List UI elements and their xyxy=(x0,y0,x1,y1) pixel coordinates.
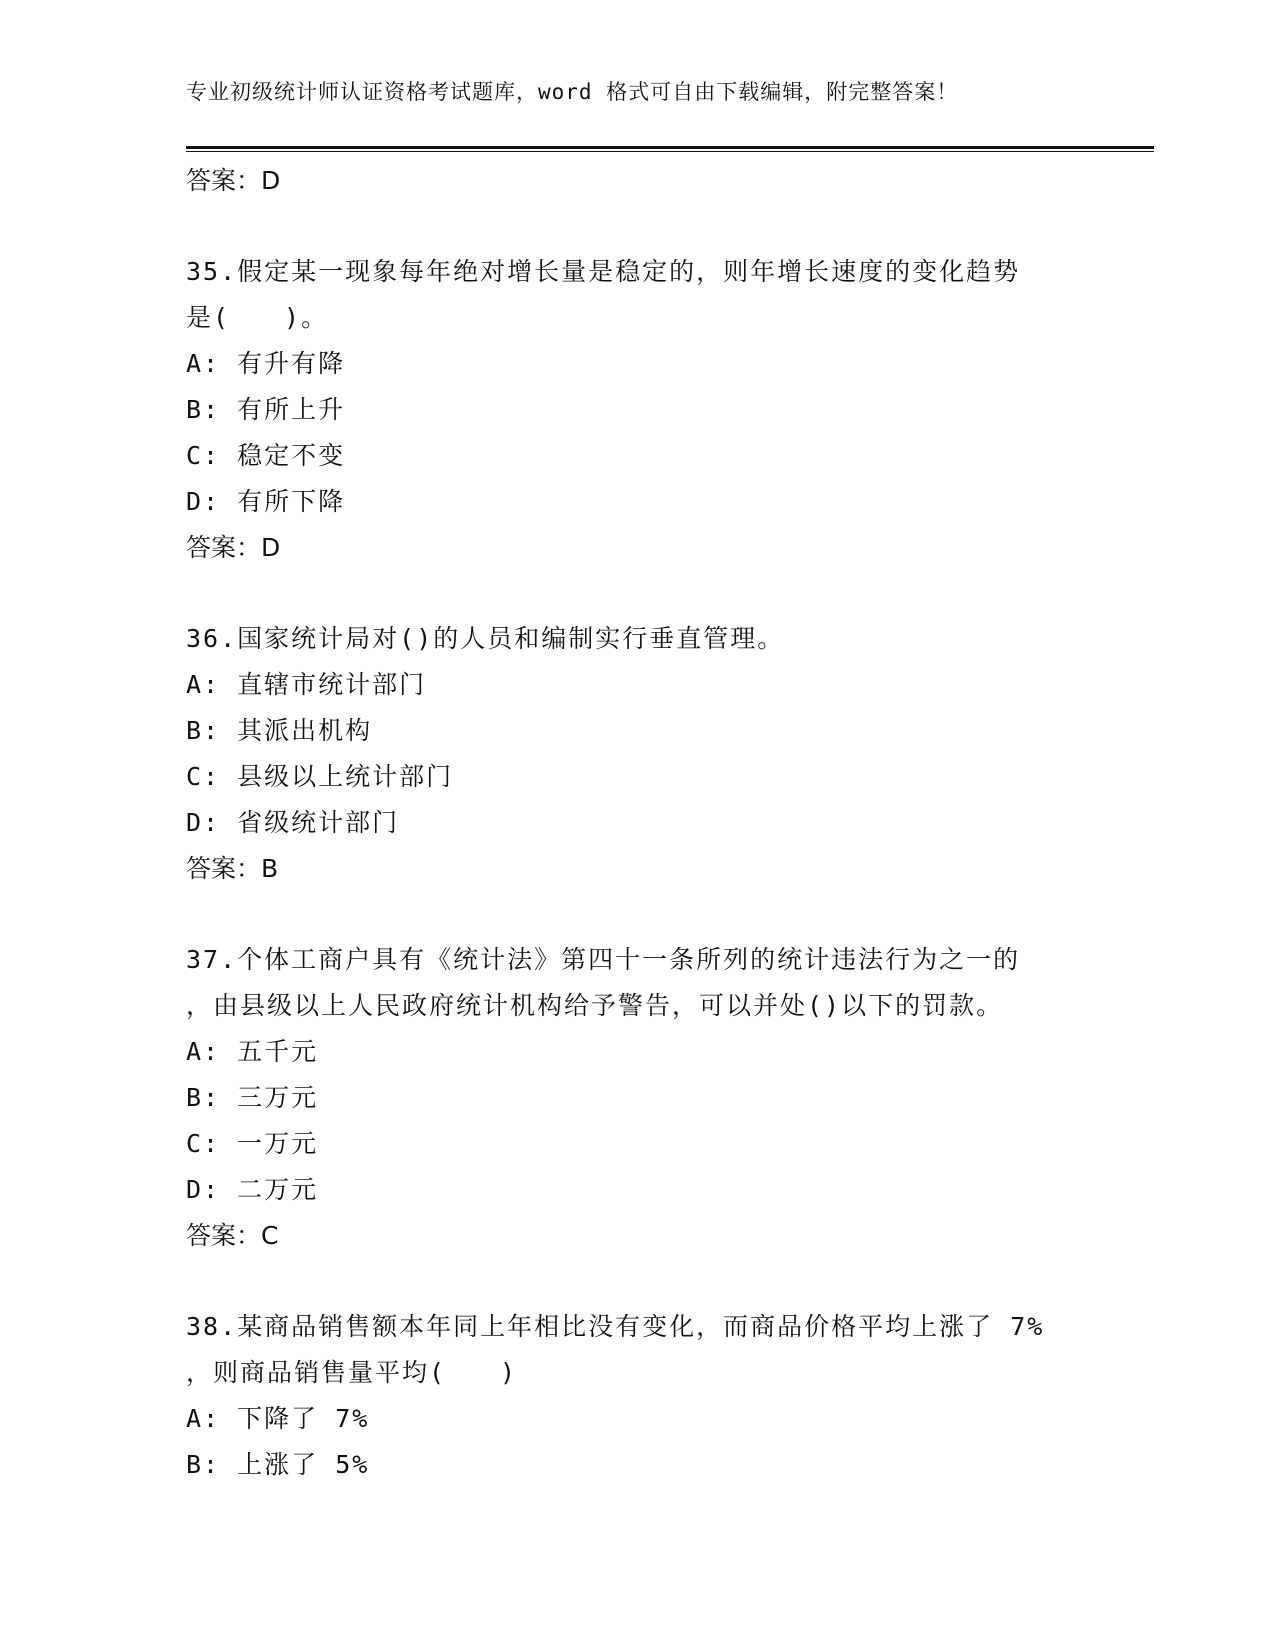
option-c: C: 稳定不变 xyxy=(186,441,346,470)
option-a: A: 五千元 xyxy=(186,1037,319,1066)
option-b: B: 三万元 xyxy=(186,1083,319,1112)
answer-line: 答案：C xyxy=(186,1221,279,1250)
answer-line: 答案：D xyxy=(186,166,281,195)
question-stem-line: 36.国家统计局对()的人员和编制实行垂直管理。 xyxy=(186,624,785,653)
option-a: A: 直辖市统计部门 xyxy=(186,670,427,699)
option-d: D: 有所下降 xyxy=(186,487,346,516)
question-stem-line: ，则商品销售量平均( ) xyxy=(186,1358,518,1387)
option-b: B: 有所上升 xyxy=(186,395,346,424)
option-d: D: 省级统计部门 xyxy=(186,808,400,837)
question-stem-line: 37.个体工商户具有《统计法》第四十一条所列的统计违法行为之一的 xyxy=(186,945,1021,974)
question-stem-line: ，由县级以上人民政府统计机构给予警告，可以并处()以下的罚款。 xyxy=(186,991,1004,1020)
option-b: B: 上涨了 5% xyxy=(186,1450,370,1479)
question-stem-line: 是( )。 xyxy=(186,303,329,332)
option-c: C: 一万元 xyxy=(186,1129,319,1158)
header-divider-thin xyxy=(186,151,1154,152)
option-a: A: 有升有降 xyxy=(186,349,346,378)
page-header: 专业初级统计师认证资格考试题库，word 格式可自由下载编辑，附完整答案！ xyxy=(186,80,959,104)
question-list xyxy=(186,158,1086,1488)
question-stem xyxy=(186,937,1086,1029)
header-divider xyxy=(186,146,1154,149)
option-a: A: 下降了 7% xyxy=(186,1404,370,1433)
option-d: D: 二万元 xyxy=(186,1175,319,1204)
question-stem-line: 38.某商品销售额本年同上年相比没有变化，而商品价格平均上涨了 7% xyxy=(186,1312,1045,1341)
question-stem xyxy=(186,1304,1086,1396)
option-c: C: 县级以上统计部门 xyxy=(186,762,454,791)
question-stem-line: 35.假定某一现象每年绝对增长量是稳定的，则年增长速度的变化趋势 xyxy=(186,257,1021,286)
option-b: B: 其派出机构 xyxy=(186,716,373,745)
question-stem xyxy=(186,616,1086,662)
question-stem xyxy=(186,249,1086,341)
answer-line: 答案：B xyxy=(186,854,279,883)
answer-line: 答案：D xyxy=(186,533,281,562)
